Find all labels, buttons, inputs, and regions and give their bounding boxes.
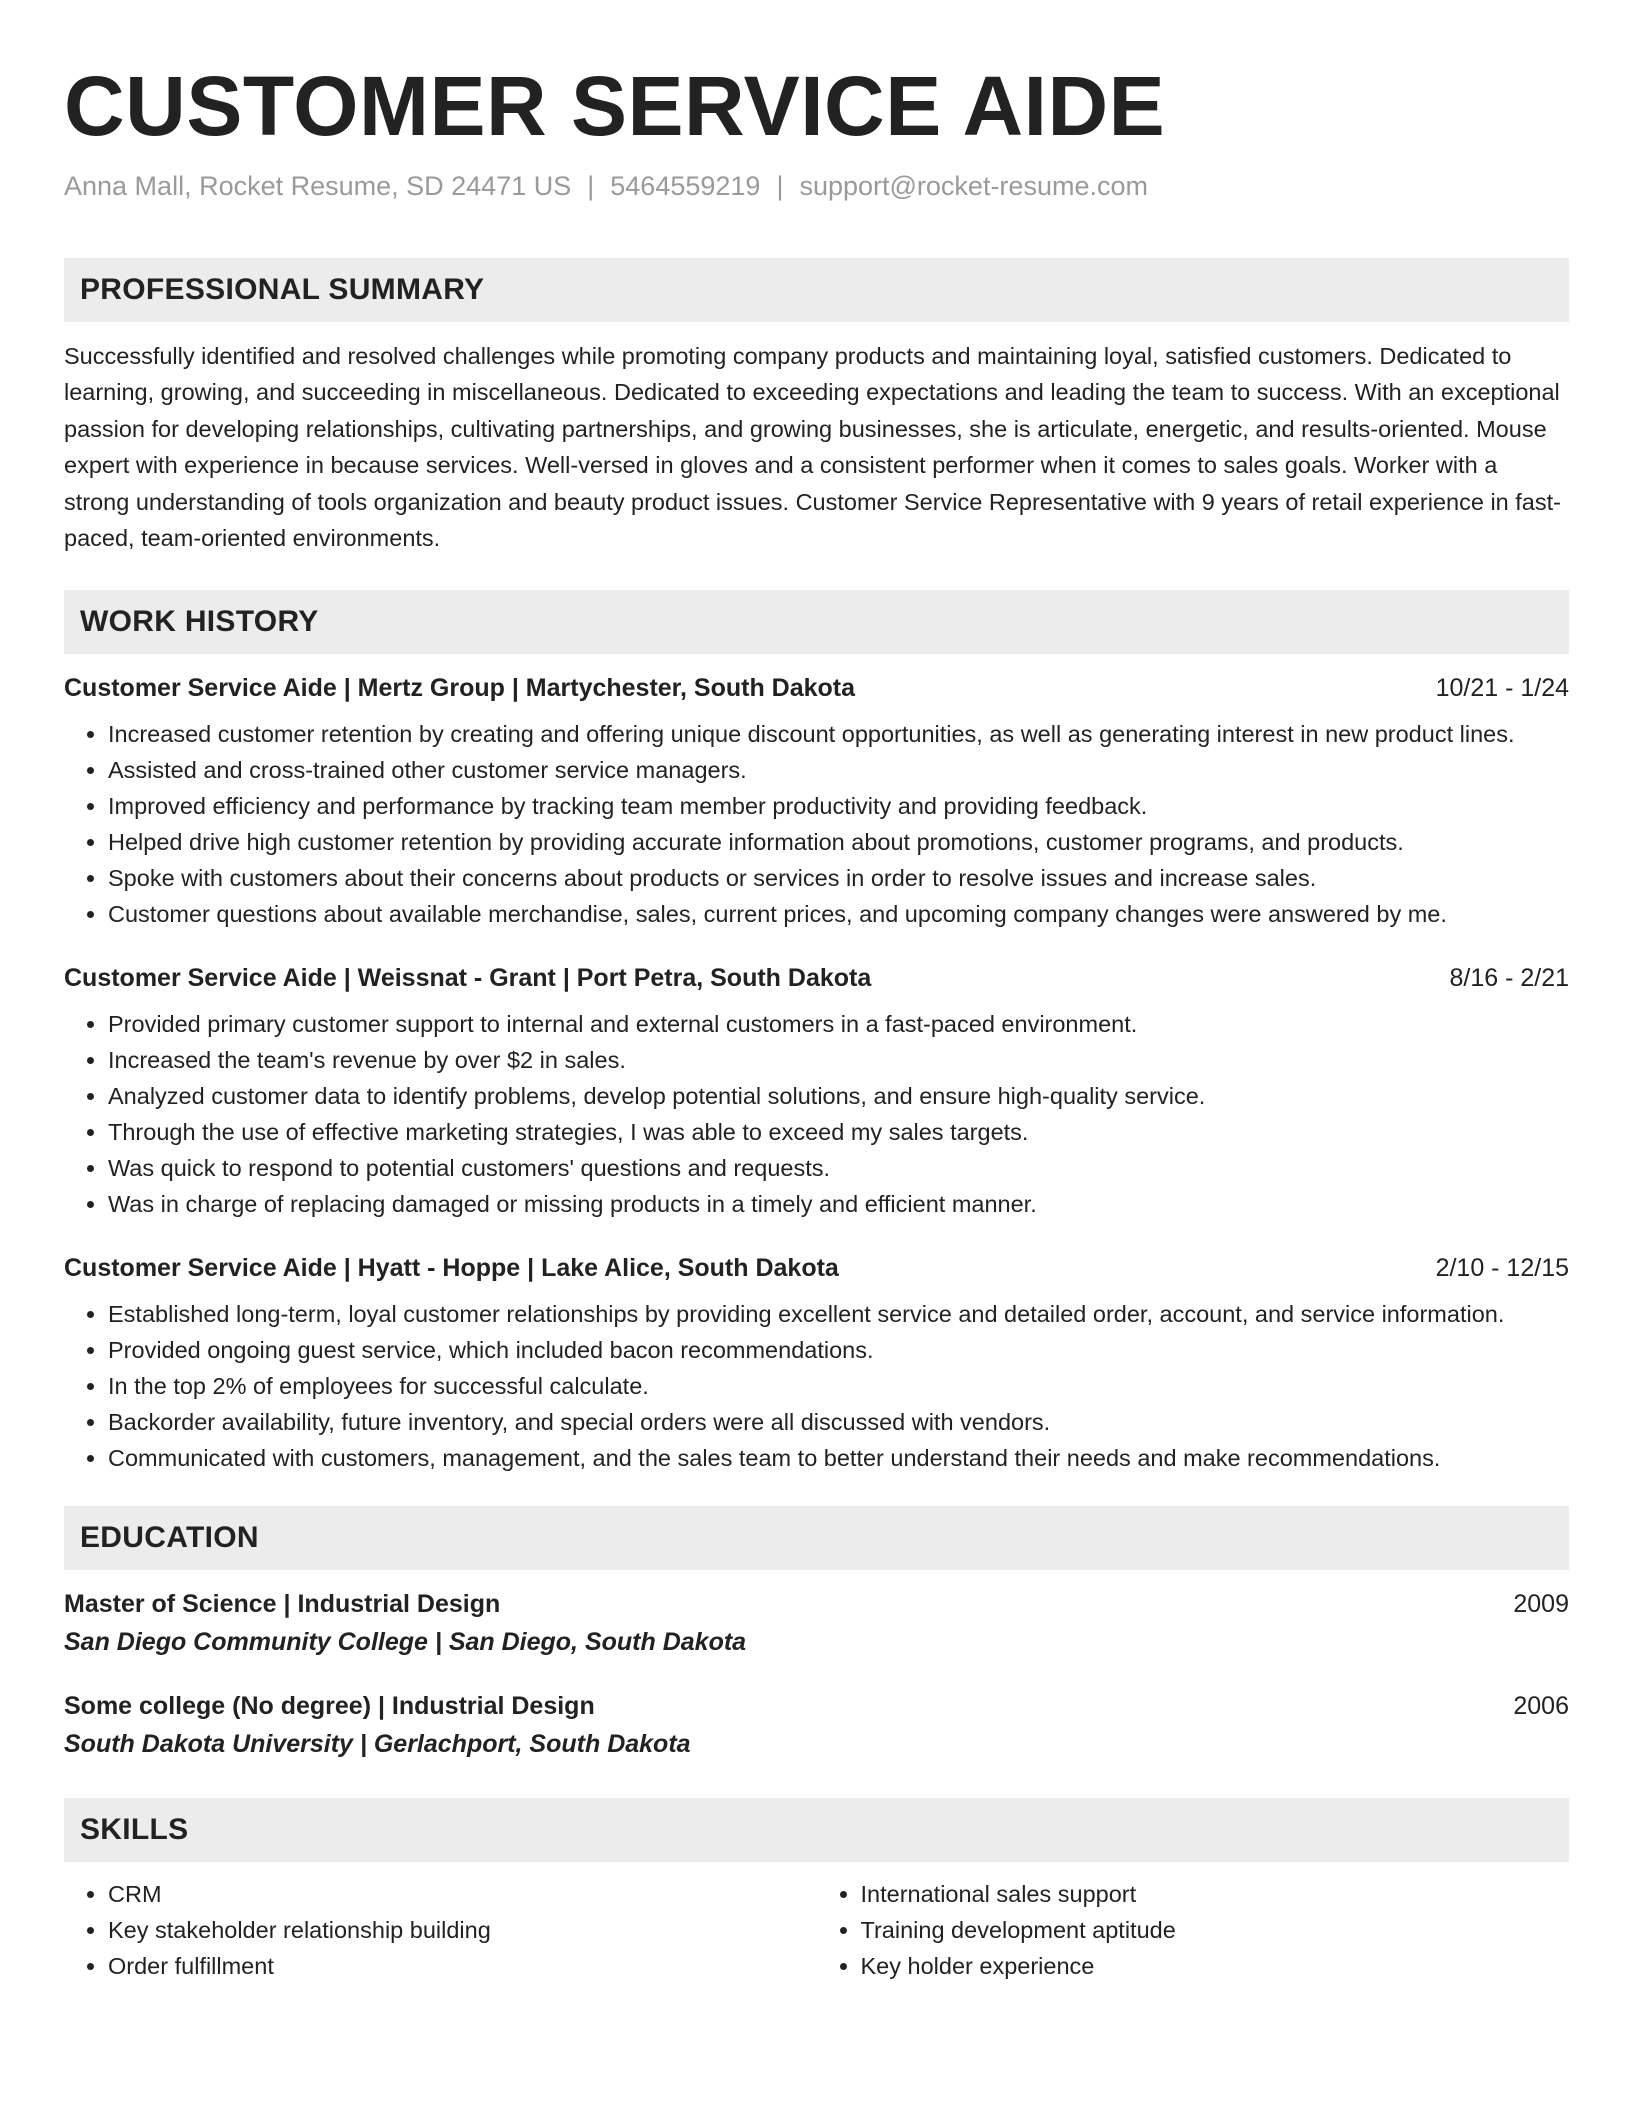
job-title: Customer Service Aide | Hyatt - Hoppe | Lake Alice, South Dakota <box>64 1254 839 1283</box>
job-bullet: • In the top 2% of employees for successful calculate. <box>108 1368 1569 1404</box>
contact-separator: | <box>587 171 595 201</box>
summary-heading: PROFESSIONAL SUMMARY <box>64 258 1569 322</box>
skill-item: • Key stakeholder relationship building <box>108 1912 817 1948</box>
job-bullet: • Was in charge of replacing damaged or missing products in a timely and efficient manner. <box>108 1186 1569 1222</box>
skill-item: • Training development aptitude <box>861 1912 1570 1948</box>
skills-column-left <box>64 1876 817 1984</box>
skill-item: • Key holder experience <box>861 1948 1570 1984</box>
job-bullet: • Established long-term, loyal customer relationships by providing excellent service and detailed order, account, and service information. <box>108 1296 1569 1332</box>
resume-title: CUSTOMER SERVICE AIDE <box>64 59 1166 153</box>
skill-item: • International sales support <box>861 1876 1570 1912</box>
job-bullet: • Assisted and cross-trained other customer service managers. <box>108 752 1569 788</box>
contact-separator: | <box>776 171 784 201</box>
job-bullet: • Spoke with customers about their concerns about products or services in order to resolve issues and increase sales. <box>108 860 1569 896</box>
job-dates: 10/21 - 1/24 <box>1435 674 1569 703</box>
job-dates: 8/16 - 2/21 <box>1449 964 1569 993</box>
skill-item: • CRM <box>108 1876 817 1912</box>
skills-list <box>64 1876 1569 1984</box>
education-school: San Diego Community College | San Diego, South Dakota <box>64 1628 747 1657</box>
job-bullet: • Communicated with customers, management, and the sales team to better understand their needs and make recommendations. <box>108 1440 1569 1476</box>
job-bullets <box>64 1006 1569 1222</box>
education-year: 2006 <box>1513 1692 1569 1721</box>
job-title: Customer Service Aide | Mertz Group | Martychester, South Dakota <box>64 674 856 703</box>
job-bullet: • Increased customer retention by creating and offering unique discount opportunities, as well as generating interest in new product lines. <box>108 716 1569 752</box>
job-bullet: • Provided primary customer support to internal and external customers in a fast-paced environment. <box>108 1006 1569 1042</box>
education-entry <box>64 1688 1569 1764</box>
job-entry <box>64 960 1569 1222</box>
job-bullet: • Provided ongoing guest service, which included bacon recommendations. <box>108 1332 1569 1368</box>
job-bullet: • Customer questions about available merchandise, sales, current prices, and upcoming company changes were answered by me. <box>108 896 1569 932</box>
summary-text: Successfully identified and resolved challenges while promoting company products and maintaining loyal, satisfied customers. Dedicated to learning, growing, and succeeding in miscellaneous. Dedicated to exceeding expectations and leading the team to success. With an exceptional passion for developing relationships, cultivating partnerships, and growing businesses, she is articulate, energetic, and results-oriented. Mouse expert with experience in because services. Well-versed in gloves and a consistent performer when it comes to sales goals. Worker with a strong understanding of tools organization and beauty product issues. Customer Service Representative with 9 years of retail experience in fast-paced, team-oriented environments. <box>64 343 1561 552</box>
job-bullets <box>64 1296 1569 1476</box>
job-bullet: • Analyzed customer data to identify problems, develop potential solutions, and ensure high-quality service. <box>108 1078 1569 1114</box>
skills-column-right <box>817 1876 1570 1984</box>
job-title: Customer Service Aide | Weissnat - Grant | Port Petra, South Dakota <box>64 964 872 993</box>
education-school: South Dakota University | Gerlachport, South Dakota <box>64 1730 691 1759</box>
job-entry <box>64 1250 1569 1476</box>
education-year: 2009 <box>1513 1590 1569 1619</box>
job-entry <box>64 670 1569 932</box>
work-history-heading: WORK HISTORY <box>64 590 1569 654</box>
education-degree: Master of Science | Industrial Design <box>64 1590 501 1619</box>
education-entry <box>64 1586 1569 1662</box>
contact-address: Anna Mall, Rocket Resume, SD 24471 US <box>64 171 572 201</box>
job-bullet: • Through the use of effective marketing strategies, I was able to exceed my sales targets. <box>108 1114 1569 1150</box>
skills-heading: SKILLS <box>64 1798 1569 1862</box>
contact-phone: 5464559219 <box>610 171 761 201</box>
job-bullet: • Improved efficiency and performance by tracking team member productivity and providing feedback. <box>108 788 1569 824</box>
skill-item: • Order fulfillment <box>108 1948 817 1984</box>
job-dates: 2/10 - 12/15 <box>1435 1254 1569 1283</box>
education-heading: EDUCATION <box>64 1506 1569 1570</box>
job-bullet: • Increased the team's revenue by over $2 in sales. <box>108 1042 1569 1078</box>
job-bullet: • Backorder availability, future inventory, and special orders were all discussed with vendors. <box>108 1404 1569 1440</box>
job-bullets <box>64 716 1569 932</box>
job-bullet: • Helped drive high customer retention by providing accurate information about promotions, customer programs, and products. <box>108 824 1569 860</box>
contact-line <box>64 168 1569 204</box>
job-bullet: • Was quick to respond to potential customers' questions and requests. <box>108 1150 1569 1186</box>
education-degree: Some college (No degree) | Industrial Design <box>64 1692 595 1721</box>
contact-email: support@rocket-resume.com <box>799 171 1148 201</box>
